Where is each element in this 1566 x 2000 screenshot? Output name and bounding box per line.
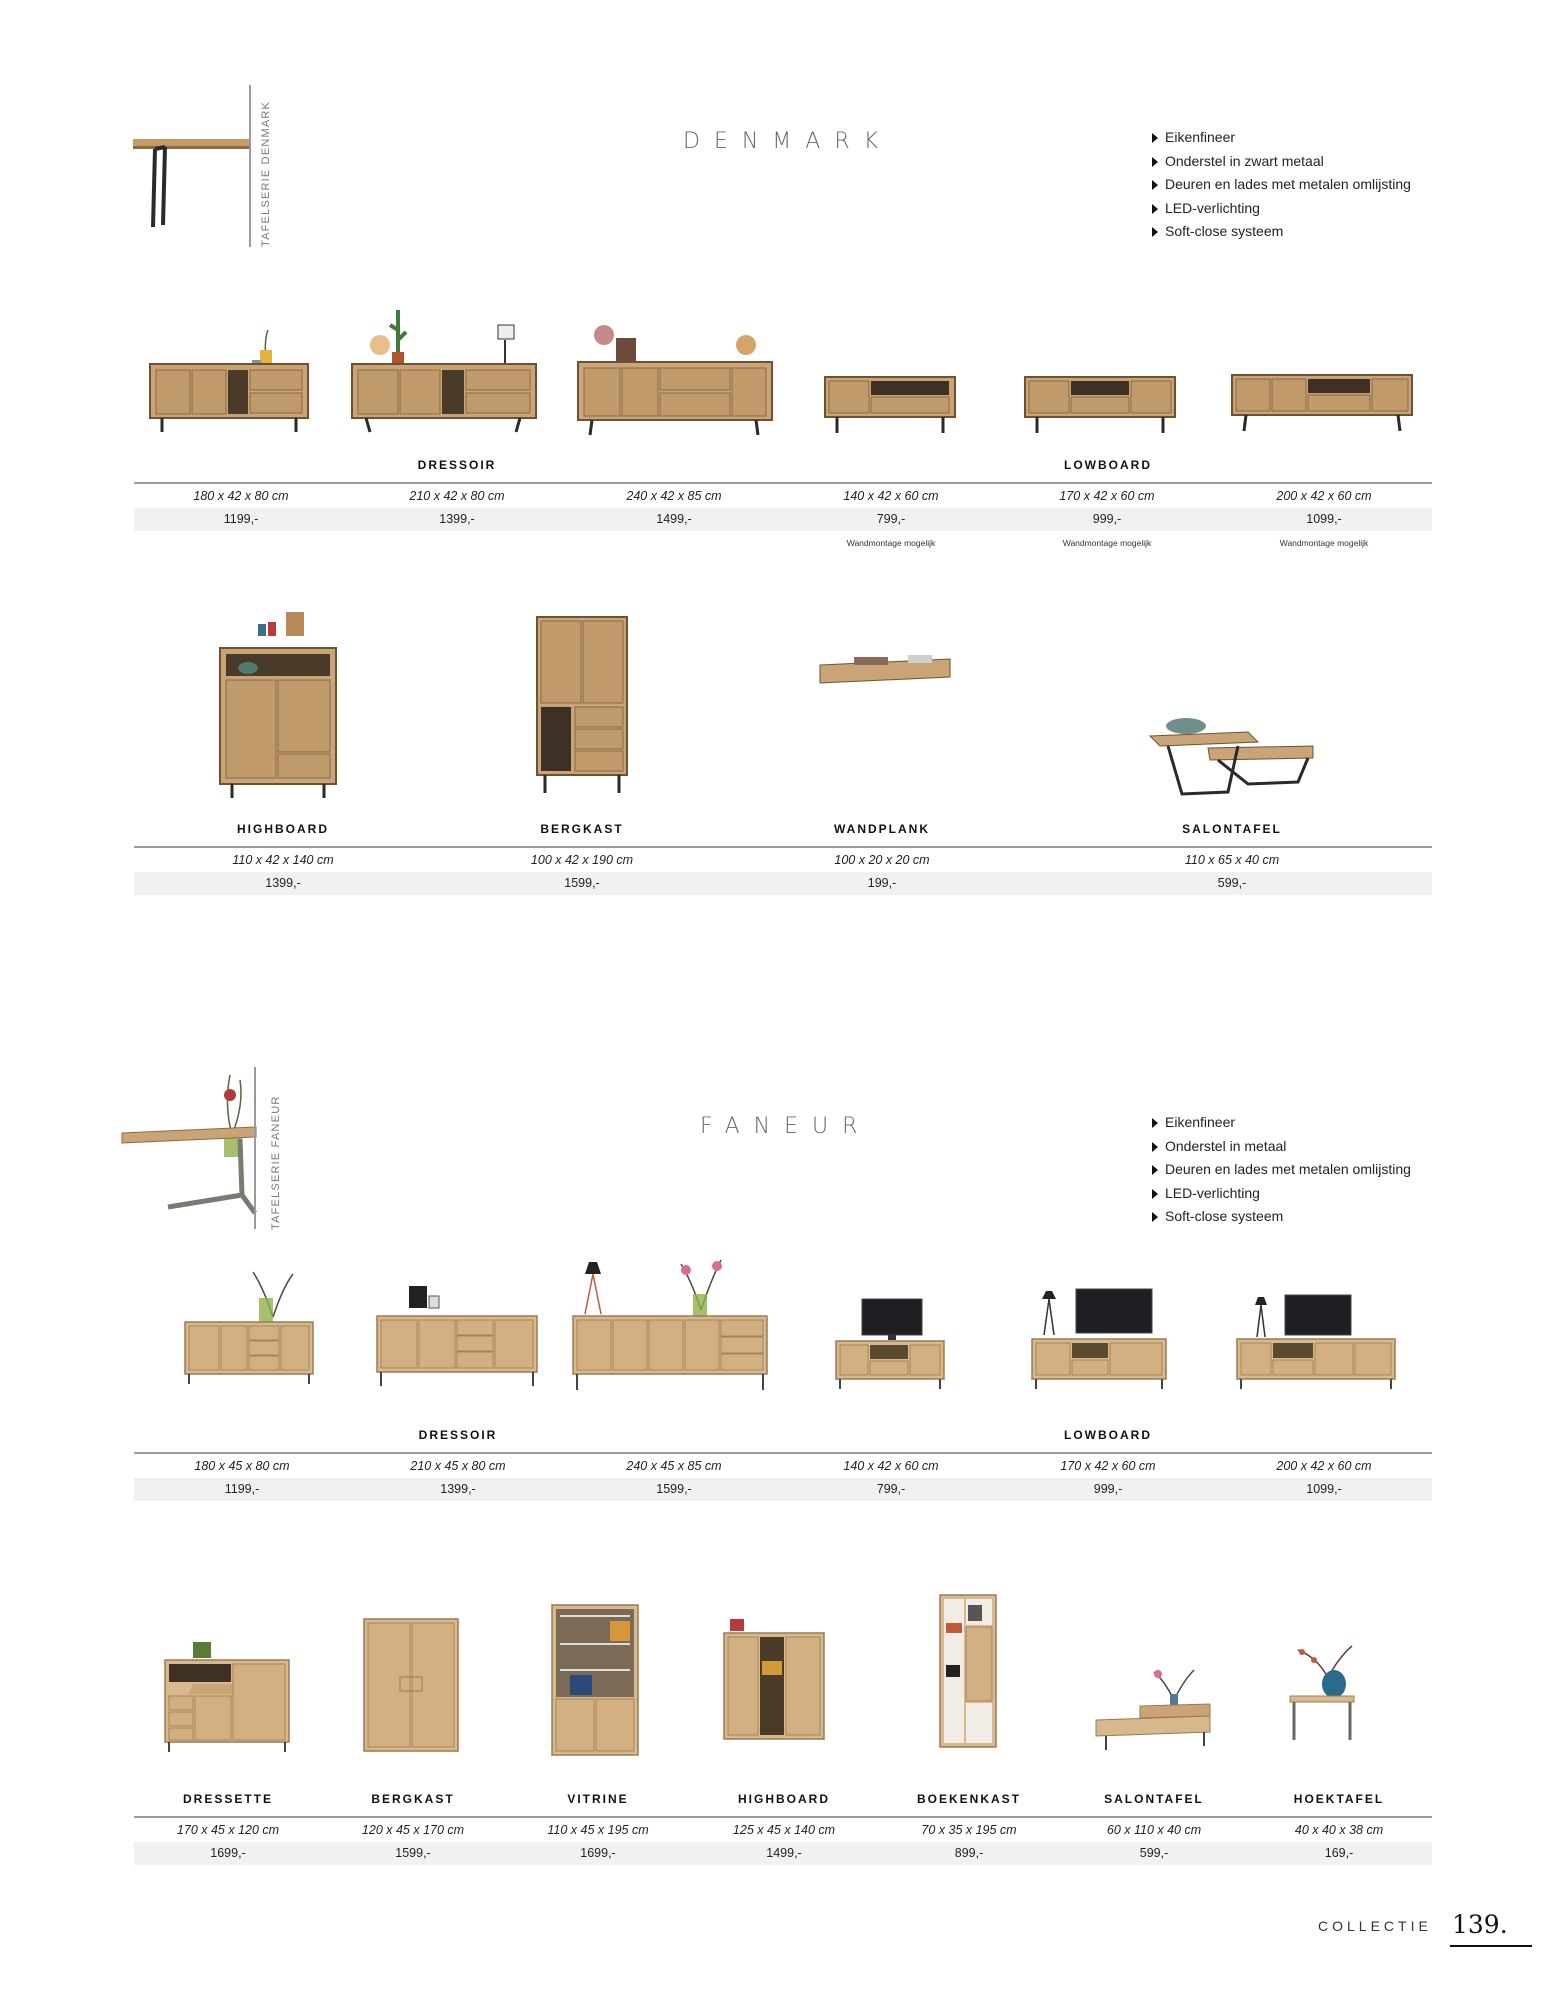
wall-mount-note: Wandmontage mogelijk [1279, 538, 1369, 548]
item-dimensions: 240 x 45 x 85 cm [626, 1459, 722, 1473]
feature-item: Onderstel in zwart metaal [1152, 150, 1411, 174]
denmark-dressoir-210-image [350, 300, 540, 435]
item-dimensions: 70 x 35 x 195 cm [921, 1823, 1017, 1837]
item-price: 1399,- [440, 1482, 476, 1496]
item-dimensions: 180 x 45 x 80 cm [194, 1459, 290, 1473]
item-price: 599,- [1217, 876, 1247, 890]
item-dimensions: 200 x 42 x 60 cm [1276, 1459, 1372, 1473]
denmark-item-name: SALONTAFEL [1182, 822, 1282, 836]
item-price: 1399,- [265, 876, 301, 890]
item-dimensions: 140 x 42 x 60 cm [843, 489, 939, 503]
item-price: 1199,- [224, 1482, 260, 1496]
item-dimensions: 110 x 65 x 40 cm [1184, 853, 1280, 867]
faneur-dressette-image [163, 1640, 293, 1755]
item-price: 1599,- [395, 1846, 431, 1860]
faneur-divider [254, 1067, 256, 1229]
item-price: 999,- [1092, 512, 1122, 526]
item-price: 1699,- [210, 1846, 246, 1860]
footer-collection-label: COLLECTIE [1318, 1918, 1432, 1934]
item-dimensions: 240 x 42 x 85 cm [626, 489, 722, 503]
denmark-bergkast-image [535, 615, 630, 805]
item-price: 1499,- [766, 1846, 802, 1860]
feature-item: Eikenfineer [1152, 1111, 1411, 1135]
denmark-lowboard-200-image [1230, 373, 1415, 438]
denmark-row2-rule [134, 846, 1432, 848]
denmark-item-name: BERGKAST [540, 822, 624, 836]
item-dimensions: 170 x 42 x 60 cm [1059, 489, 1155, 503]
faneur-features [1152, 1111, 1411, 1229]
wall-mount-note: Wandmontage mogelijk [1062, 538, 1152, 548]
denmark-lowboard-170-image [1023, 375, 1178, 440]
faneur-hoektafel-image [1288, 1638, 1358, 1748]
item-dimensions: 60 x 110 x 40 cm [1106, 1823, 1202, 1837]
item-dimensions: 120 x 45 x 170 cm [361, 1823, 465, 1837]
denmark-category-dressoir: DRESSOIR [417, 458, 497, 472]
item-price: 169,- [1324, 1846, 1354, 1860]
item-price: 199,- [867, 876, 897, 890]
item-price: 1099,- [1306, 1482, 1342, 1496]
item-price: 599,- [1139, 1846, 1169, 1860]
faneur-dressoir-180-image [183, 1262, 318, 1387]
item-price: 1599,- [564, 876, 600, 890]
denmark-item-name: WANDPLANK [834, 822, 930, 836]
item-price: 1499,- [656, 512, 692, 526]
item-dimensions: 210 x 42 x 80 cm [409, 489, 505, 503]
item-dimensions: 110 x 42 x 140 cm [232, 853, 334, 867]
faneur-lowboard-200-image [1235, 1293, 1400, 1393]
faneur-boekenkast-image [938, 1593, 998, 1753]
denmark-features [1152, 126, 1411, 244]
item-dimensions: 100 x 42 x 190 cm [530, 853, 634, 867]
item-dimensions: 140 x 42 x 60 cm [843, 1459, 939, 1473]
feature-item: Eikenfineer [1152, 126, 1411, 150]
denmark-dressoir-240-image [576, 300, 776, 440]
faneur-vitrine-image [550, 1603, 642, 1763]
denmark-item-name: HIGHBOARD [237, 822, 329, 836]
faneur-title: FANEUR [700, 1114, 872, 1139]
denmark-salontafel-image [1148, 712, 1318, 802]
faneur-item-name: DRESSETTE [182, 1792, 274, 1806]
feature-item: LED-verlichting [1152, 197, 1411, 221]
feature-item: Deuren en lades met metalen omlijsting [1152, 1158, 1411, 1182]
faneur-table-image [120, 1065, 260, 1230]
feature-item: Deuren en lades met metalen omlijsting [1152, 173, 1411, 197]
denmark-dressoir-180-image [148, 300, 313, 435]
wall-mount-note: Wandmontage mogelijk [846, 538, 936, 548]
item-dimensions: 170 x 45 x 120 cm [176, 1823, 280, 1837]
denmark-highboard-image [218, 610, 338, 800]
feature-item: Soft-close systeem [1152, 1205, 1411, 1229]
faneur-item-name: VITRINE [567, 1792, 629, 1806]
faneur-side-label: TAFELSERIE FANEUR [270, 1095, 282, 1230]
denmark-title: DENMARK [683, 129, 893, 154]
denmark-side-label: TAFELSERIE DENMARK [260, 100, 272, 247]
faneur-row2-rule [134, 1816, 1432, 1818]
item-dimensions: 125 x 45 x 140 cm [732, 1823, 836, 1837]
page-number: 139. [1452, 1910, 1508, 1939]
faneur-item-name: BOEKENKAST [916, 1792, 1022, 1806]
feature-item: Onderstel in metaal [1152, 1135, 1411, 1159]
faneur-category-dressoir: DRESSOIR [418, 1428, 498, 1442]
faneur-bergkast-image [362, 1617, 462, 1757]
item-price: 1099,- [1306, 512, 1342, 526]
item-price: 799,- [876, 512, 906, 526]
feature-item: LED-verlichting [1152, 1182, 1411, 1206]
faneur-lowboard-170-image [1030, 1285, 1170, 1390]
item-dimensions: 200 x 42 x 60 cm [1276, 489, 1372, 503]
faneur-item-name: HOEKTAFEL [1293, 1792, 1385, 1806]
denmark-wandplank-image [818, 655, 953, 695]
item-price: 999,- [1093, 1482, 1123, 1496]
denmark-row1-rule [134, 482, 1432, 484]
item-price: 899,- [954, 1846, 984, 1860]
faneur-row1-rule [134, 1452, 1432, 1454]
page-number-underline [1450, 1945, 1532, 1947]
denmark-category-lowboard: LOWBOARD [1064, 458, 1152, 472]
faneur-dressoir-210-image [375, 1282, 540, 1392]
item-price: 1399,- [439, 512, 475, 526]
item-dimensions: 180 x 42 x 80 cm [193, 489, 289, 503]
item-dimensions: 40 x 40 x 38 cm [1294, 1823, 1384, 1837]
feature-item: Soft-close systeem [1152, 220, 1411, 244]
item-price: 1199,- [223, 512, 259, 526]
item-price: 799,- [876, 1482, 906, 1496]
faneur-dressoir-240-image [571, 1250, 771, 1395]
denmark-lowboard-140-image [823, 375, 958, 440]
denmark-divider [249, 85, 251, 247]
faneur-item-name: SALONTAFEL [1104, 1792, 1204, 1806]
item-dimensions: 170 x 42 x 60 cm [1060, 1459, 1156, 1473]
faneur-salontafel-image [1094, 1660, 1214, 1755]
faneur-highboard-image [722, 1617, 827, 1742]
item-price: 1699,- [580, 1846, 616, 1860]
item-dimensions: 100 x 20 x 20 cm [834, 853, 930, 867]
faneur-category-lowboard: LOWBOARD [1064, 1428, 1152, 1442]
item-dimensions: 210 x 45 x 80 cm [410, 1459, 506, 1473]
item-dimensions: 110 x 45 x 195 cm [547, 1823, 649, 1837]
faneur-item-name: BERGKAST [371, 1792, 455, 1806]
item-price: 1599,- [656, 1482, 692, 1496]
denmark-row1-price-band [134, 508, 1432, 531]
faneur-row1-price-band [134, 1478, 1432, 1501]
denmark-table-image [133, 135, 253, 230]
faneur-item-name: HIGHBOARD [738, 1792, 830, 1806]
faneur-lowboard-140-image [834, 1297, 949, 1392]
